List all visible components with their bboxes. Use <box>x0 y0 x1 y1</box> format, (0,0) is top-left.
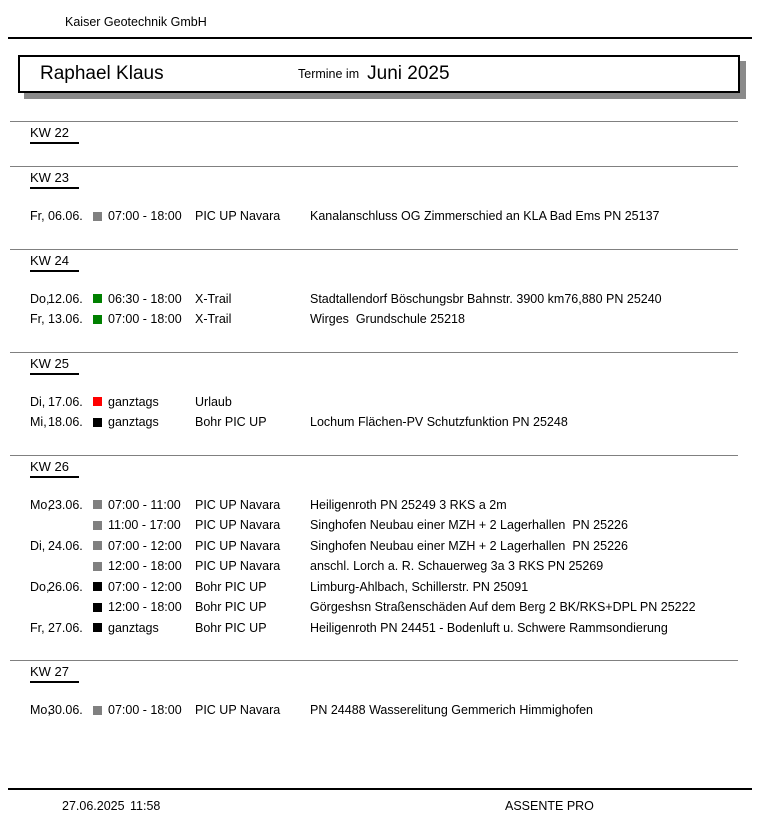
kw-label: KW 22 <box>30 125 79 144</box>
appointment-row <box>30 700 780 721</box>
date-label: 13.06. <box>48 312 83 327</box>
title-prefix: Termine im <box>298 67 360 81</box>
appointment-row <box>30 309 780 330</box>
date-label: 26.06. <box>48 579 83 594</box>
time-range: 07:00 - 18:00 <box>108 312 182 327</box>
status-marker <box>93 521 102 530</box>
resource-label: PIC UP Navara <box>195 538 281 553</box>
description-label: PN 24488 Wasserelitung Gemmerich Himmighofen <box>310 703 593 718</box>
resource-label: Urlaub <box>195 394 232 409</box>
week-section <box>0 352 780 433</box>
status-marker <box>93 603 102 612</box>
resource-label: PIC UP Navara <box>195 703 281 718</box>
resource-label: Bohr PIC UP <box>195 579 267 594</box>
day-label: Do, <box>30 579 50 594</box>
description-label: Kanalanschluss OG Zimmerschied an KLA Bad Ems PN 25137 <box>310 209 660 224</box>
section-rule <box>10 455 738 456</box>
section-rule <box>10 166 738 167</box>
kw-label: KW 27 <box>30 664 79 683</box>
week-section <box>0 660 780 721</box>
time-range: ganztags <box>108 394 159 409</box>
resource-label: X-Trail <box>195 291 232 306</box>
time-range: ganztags <box>108 620 159 635</box>
time-range: 12:00 - 18:00 <box>108 600 182 615</box>
section-rule <box>10 121 738 122</box>
description-label: anschl. Lorch a. R. Schauerweg 3a 3 RKS PN 25269 <box>310 559 604 574</box>
day-label: Mo, <box>30 703 51 718</box>
resource-label: Bohr PIC UP <box>195 620 267 635</box>
day-label: Fr, <box>30 312 45 327</box>
time-range: 12:00 - 18:00 <box>108 559 182 574</box>
appointment-row <box>30 515 780 536</box>
date-label: 12.06. <box>48 291 83 306</box>
sections <box>0 121 780 721</box>
appointment-row <box>30 597 780 618</box>
description-label: Görgeshsn Straßenschäden Auf dem Berg 2 BK/RKS+DPL PN 25222 <box>310 600 696 615</box>
section-rule <box>10 249 738 250</box>
time-range: 07:00 - 18:00 <box>108 703 182 718</box>
appointment-row <box>30 556 780 577</box>
kw-label: KW 23 <box>30 170 79 189</box>
resource-label: Bohr PIC UP <box>195 415 267 430</box>
appointment-row <box>30 536 780 557</box>
week-section <box>0 455 780 639</box>
resource-label: PIC UP Navara <box>195 559 281 574</box>
appointment-row <box>30 412 780 433</box>
day-label: Mo, <box>30 497 51 512</box>
time-range: 11:00 - 17:00 <box>108 518 181 533</box>
description-label: Wirges Grundschule 25218 <box>310 312 465 327</box>
kw-label: KW 26 <box>30 459 79 478</box>
header-rule <box>8 37 752 39</box>
footer-print-date: 27.06.2025 <box>62 799 125 813</box>
resource-label: X-Trail <box>195 312 232 327</box>
appointment-row <box>30 289 780 310</box>
appointment-row <box>30 618 780 639</box>
resource-label: PIC UP Navara <box>195 518 281 533</box>
section-rows <box>0 495 780 639</box>
section-rows <box>0 289 780 330</box>
kw-label: KW 25 <box>30 356 79 375</box>
day-label: Di, <box>30 394 46 409</box>
day-label: Di, <box>30 538 46 553</box>
status-marker <box>93 397 102 406</box>
description-label: Heiligenroth PN 24451 - Bodenluft u. Schwere Rammsondierung <box>310 620 668 635</box>
section-rows <box>0 700 780 721</box>
status-marker <box>93 623 102 632</box>
footer-print-time: 11:58 <box>130 799 161 813</box>
appointment-row <box>30 206 780 227</box>
date-label: 18.06. <box>48 415 83 430</box>
date-label: 30.06. <box>48 703 83 718</box>
time-range: ganztags <box>108 415 159 430</box>
description-label: Singhofen Neubau einer MZH + 2 Lagerhallen PN 25226 <box>310 518 628 533</box>
company-name: Kaiser Geotechnik GmbH <box>65 15 207 29</box>
date-label: 06.06. <box>48 209 83 224</box>
person-name: Raphael Klaus <box>40 63 164 84</box>
description-label: Heiligenroth PN 25249 3 RKS a 2m <box>310 497 507 512</box>
description-label: Lochum Flächen-PV Schutzfunktion PN 25248 <box>310 415 568 430</box>
week-section <box>0 121 780 144</box>
time-range: 07:00 - 12:00 <box>108 579 182 594</box>
date-label: 23.06. <box>48 497 83 512</box>
status-marker <box>93 315 102 324</box>
section-rows <box>0 392 780 433</box>
app-name: ASSENTE PRO <box>505 799 594 813</box>
date-label: 24.06. <box>48 538 83 553</box>
time-range: 07:00 - 12:00 <box>108 538 182 553</box>
status-marker <box>93 418 102 427</box>
status-marker <box>93 294 102 303</box>
status-marker <box>93 562 102 571</box>
description-label: Limburg-Ahlbach, Schillerstr. PN 25091 <box>310 579 529 594</box>
footer-rule <box>8 788 752 790</box>
description-label: Singhofen Neubau einer MZH + 2 Lagerhallen PN 25226 <box>310 538 628 553</box>
status-marker <box>93 500 102 509</box>
resource-label: Bohr PIC UP <box>195 600 267 615</box>
time-range: 06:30 - 18:00 <box>108 291 182 306</box>
resource-label: PIC UP Navara <box>195 209 281 224</box>
title-month: Juni 2025 <box>367 63 450 84</box>
section-rule <box>10 660 738 661</box>
resource-label: PIC UP Navara <box>195 497 281 512</box>
kw-label: KW 24 <box>30 253 79 272</box>
status-marker <box>93 582 102 591</box>
appointment-row <box>30 392 780 413</box>
day-label: Do, <box>30 291 50 306</box>
appointment-row <box>30 495 780 516</box>
section-rows <box>0 206 780 227</box>
date-label: 27.06. <box>48 620 83 635</box>
week-section <box>0 166 780 227</box>
title-box <box>18 55 740 93</box>
status-marker <box>93 212 102 221</box>
time-range: 07:00 - 18:00 <box>108 209 182 224</box>
status-marker <box>93 541 102 550</box>
date-label: 17.06. <box>48 394 83 409</box>
time-range: 07:00 - 11:00 <box>108 497 181 512</box>
description-label: Stadtallendorf Böschungsbr Bahnstr. 3900 km76,880 PN 25240 <box>310 291 662 306</box>
day-label: Mi, <box>30 415 47 430</box>
status-marker <box>93 706 102 715</box>
week-section <box>0 249 780 330</box>
appointment-row <box>30 577 780 598</box>
section-rule <box>10 352 738 353</box>
day-label: Fr, <box>30 209 45 224</box>
day-label: Fr, <box>30 620 45 635</box>
